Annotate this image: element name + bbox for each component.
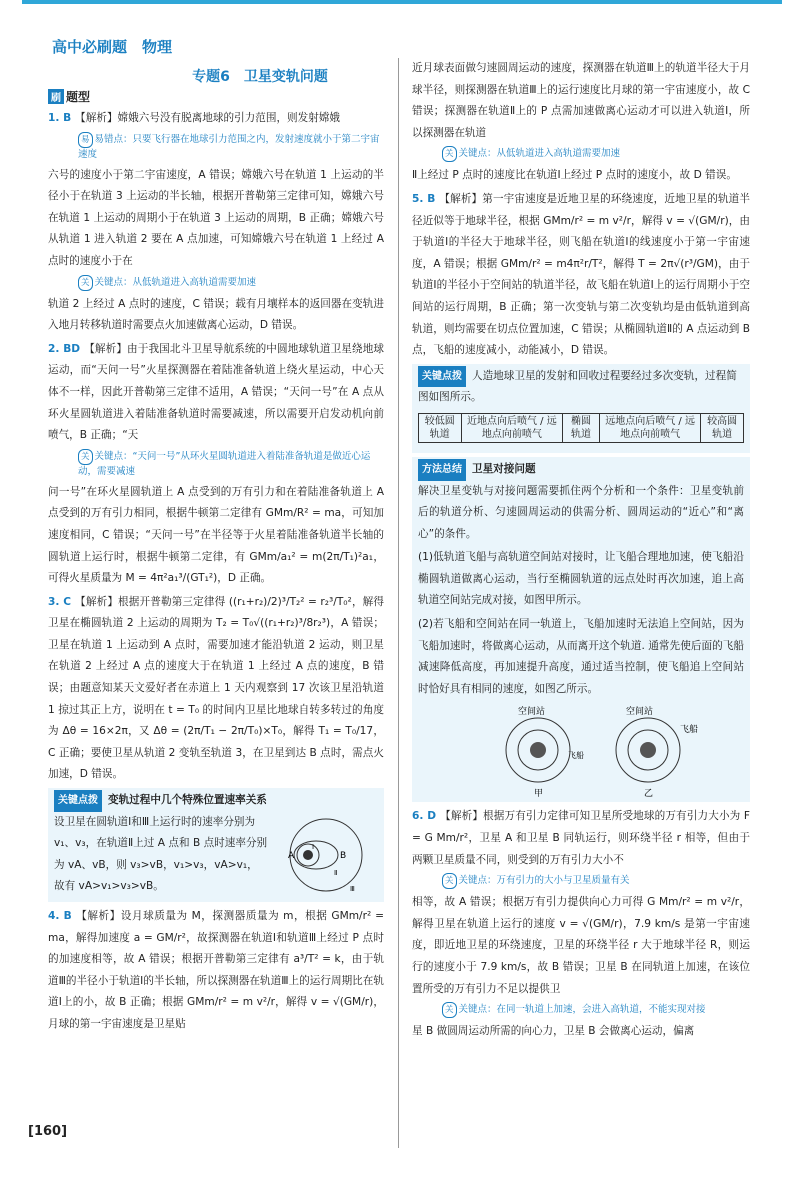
note-icon: 关 [78,449,93,465]
q1-note-text: 易错点：只要飞行器在地球引力范围之内，发射速度就小于第二宇宙速度 [78,133,380,160]
docking-figure [418,702,744,798]
note-icon: 关 [78,275,93,291]
key-point-2-label: 关键点拨 [418,366,466,388]
q5 [412,189,750,362]
q4-note [412,146,750,162]
fig-label-iii: Ⅲ [350,884,355,893]
left-column [48,108,384,1038]
q2-text2: 问一号”在环火星圆轨道上 A 点受到的万有引力和在着陆准备轨道上 A 点受到的万有引力相同，根据牛顿第二定律有 GMm/R² = ma，可知加速度相同，C 错误；“天问一号”在半径等于火星着陆准备轨道半长轴的圆轨道上运行时，根据牛顿第二定律，有 GMm/a₁² = m(2π/T₁)²a₁，可得火星质量为 M = 4π²a₁³/(GT₁²)，D 正确。 [48,485,384,585]
right-column [412,58,750,1045]
q4-cont-text1: 近月球表面做匀速圆周运动的速度，探测器在轨道Ⅲ上的轨道半径大于月球半径，则探测器在轨道Ⅲ上的运行速度比月球的第一宇宙速度小，故 C 错误；探测器在轨道Ⅱ上的 P 点需加速做离心运动才可以进入轨道Ⅰ，所以探测器在轨道 [412,62,750,139]
method-label: 方法总结 [418,459,466,481]
q2-text1: 【解析】由于我国北斗卫星导航系统的中圆地球轨道卫星绕地球运动，而“天问一号”火星探测器在着陆准备轨道上绕火星运动，中心天体不一样，因此开普勒第三定律不适用，A 错误；“天问一号”在 A 点从环火星圆轨道进入着陆准备轨道时需要减速，所以需要开启发动机向前喷气，B 正确；“天 [48,342,385,442]
q6-note2 [412,1002,750,1018]
q1-text1: 【解析】嫦娥六号没有脱离地球的引力范围，则发射嫦娥 [75,112,341,124]
topic-title: 专题6 卫星变轨问题 [192,69,328,85]
q1 [48,108,384,130]
q6 [412,806,750,871]
note-icon: 关 [442,873,457,889]
note-icon: 易 [78,132,93,148]
q5-number: 5. B [412,192,436,205]
orbit-cell: 椭圆轨道 [563,413,600,442]
q6-note [412,873,750,889]
page-number: [160] [28,1124,68,1139]
q4 [48,906,384,1036]
section-heading [48,88,90,105]
top-rule [22,0,782,4]
method-title: 卫星对接问题 [472,462,536,475]
fig-label-ii: Ⅱ [334,868,338,877]
q5-text1: 【解析】第一宇宙速度是近地卫星的环绕速度，近地卫星的轨道半径近似等于地球半径，根据 GMm/r² = m v²/r，解得 v = √(GM/r)，由于轨道Ⅰ的半径大于地球半径，则飞船在轨道Ⅰ的线速度小于第一宇宙速度，A 错误；根据 GMm/r² = m4π²r/T²，解得 T = 2π√(r³/GM)，由于轨道Ⅰ的半径小于空间站的轨道半径，故飞船在轨道Ⅰ上的运行周期小于空间站的运行周期，B 正确；第一次变轨与第二次变轨均是由低轨道到高轨道，则均需要在切点位置加速，C 错误；从椭圆轨道Ⅱ的 A 点运动到 B 点，飞船的速度减小，动能减小，D 错误。 [412,192,750,357]
key-point-2-text: 人造地球卫星的发射和回收过程要经过多次变轨，过程简图如图所示。 [418,369,737,404]
note-icon: 关 [442,146,457,162]
q3 [48,592,384,786]
q2 [48,339,384,447]
column-divider [398,58,399,1148]
orbit-cell: 较高圆轨道 [701,413,744,442]
fig-label-b: B [340,850,347,861]
q1-note [48,132,384,162]
q2-number: 2. BD [48,342,81,355]
method-text2: (1)低轨道飞船与高轨道空间站对接时，让飞船合理地加速，使飞船沿椭圆轨道做离心运动，当行至椭圆轨道的远点处时再次加速，追上高轨道空间站完成对接，如图甲所示。 [418,551,744,607]
orbit-cell: 远地点向后喷气 / 远地点向前喷气 [599,413,701,442]
q6-note2-text: 关键点：在同一轨道上加速，会进入高轨道，不能实现对接 [458,1004,706,1016]
note-icon: 关 [442,1002,457,1018]
section-mark: 刷 [48,89,64,104]
q1-text2: 六号的速度小于第二宇宙速度，A 错误；嫦娥六号在轨道 1 上运动的半径小于在轨道 3 上运动的半长轴，根据开普勒第三定律可知，嫦娥六号在轨道 1 上运动的周期小于在轨道 3 上运动的周期，B 正确；嫦娥六号从轨道 1 进入轨道 2 要在 A 点加速，可知嫦娥六号在轨道 1 上经过 A 点时的速度小于在 [48,168,384,267]
method-text1: 解决卫星变轨与对接问题需要抓住两个分析和一个条件：卫星变轨前后的轨道分析、匀速圆周运动的供需分析、圆周运动的“近心”和“离心”的条件。 [418,484,744,540]
q1-note2-text: 关键点：从低轨道进入高轨道需要加速 [94,276,257,288]
fig-ship-label-a: 飞船 [568,751,584,761]
key-point-box-1 [48,788,384,902]
q3-text1: 【解析】根据开普勒第三定律得 ((r₁+r₂)/2)³/T₂² = r₂³/T₀²，解得卫星在椭圆轨道 2 上运动的周期为 T₂ = T₀√((r₁+r₂)³/8r₂³)，A 错误；卫星在轨道 1 上运动到 A 点时，需要加速才能沿轨道 2 运动，则卫星在轨道 2 上经过 A 点的速度大于在轨道 1 上经过 A 点的速度，B 错误；由题意知某天文爱好者在赤道上 1 天内观察到 17 次该卫星沿轨道 1 掠过其正上方，说明在 t = T₀ 的时间内卫星比地球自转多转过的角度为 Δθ = 16×2π，又 Δθ = (2π/T₁ − 2π/T₀)×T₀，解得 T₁ = T₀/17，C 正确；要使卫星从轨道 2 变轨至轨道 3，在卫星到达 B 点时，需点火加速，D 错误。 [48,595,384,781]
orbit-cell: 近地点向后喷气 / 远地点向前喷气 [461,413,563,442]
method-header [418,459,744,481]
orbit-figure [268,815,378,895]
q2-note-text: 关键点：“天问一号”从环火星圆轨道进入着陆准备轨道是做近心运动，需要减速 [78,450,371,477]
key-point-body [54,812,378,898]
q6-text2: 相等，故 A 错误；根据万有引力提供向心力可得 G Mm/r² = m v²/r，解得卫星在轨道上运行的速度 v = √(GM/r)，7.9 km/s 是第一宇宙速度，即近地卫星的环绕速度，卫星的环绕半径 r 大于地球半径 R，则运行的速度小于 7.9 km/s，故 B 错误；卫星 B 在同轨道上加速，在该位置所受的万有引力不足以提供卫 [412,896,750,995]
book-title: 高中必刷题 物理 [52,38,173,56]
q4-cont-text2: Ⅱ上经过 P 点时的速度比在轨道Ⅰ上经过 P 点时的速度小，故 D 错误。 [412,169,737,182]
q6-note-text: 关键点：万有引力的大小与卫星质量有关 [458,875,630,887]
q4-text1: 【解析】设月球质量为 M，探测器质量为 m，根据 GMm/r² = ma，解得加速度 a = GM/r²，故探测器在轨道Ⅰ和轨道Ⅲ上经过 P 点时的加速度相等，故 A 错误；根据开普勒第三定律有 a³/T² = k，由于轨道Ⅲ的半径小于轨道Ⅰ的半长轴，所以探测器在轨道Ⅲ上的运行周期比在轨道Ⅰ上的小，故 B 正确；根据 GMm/r² = m v²/r，解得 v = √(GM/r)，月球的第一宇宙速度是卫星贴 [48,910,384,1030]
method-text3: (2)若飞船和空间站在同一轨道上，飞船加速时无法追上空间站，因为飞船加速时，将做离心运动，从而离开这个轨道. 通常先使后面的飞船减速降低高度，再加速提升高度，通过适当控制，使飞船追上空间站时恰好具有相同的速度，如图乙所示。 [418,618,744,695]
key-point-text: 设卫星在圆轨道Ⅰ和Ⅲ上运行时的速率分别为 v₁、v₃，在轨道Ⅱ上过 A 点和 B 点时速率分别为 vA、vB，则 v₃>vB，v₁>v₃，vA>v₁，故有 vA>v₁>v₃>vB。 [54,815,268,893]
q6-text3: 星 B 做圆周运动所需的向心力，卫星 B 会做离心运动，偏离 [412,1025,695,1038]
key-point-2-body [418,366,744,409]
q1-text3: 轨道 2 上经过 A 点时的速度，C 错误；载有月壤样本的返回器在变轨进入地月转移轨道时需要点火加速做离心运动，D 错误。 [48,297,384,332]
key-point-header [54,790,378,812]
fig-ship-label-b: 飞船 [680,725,699,736]
section-label: 题型 [66,90,91,104]
fig-caption-a: 甲 [534,789,544,799]
q1-number: 1. B [48,112,72,124]
q4-number: 4. B [48,910,72,922]
method-summary-box [412,457,750,803]
q3-number: 3. C [48,595,71,608]
q6-text1: 【解析】根据万有引力定律可知卫星所受地球的万有引力大小为 F = G Mm/r²，卫星 A 和卫星 B 同轨运行，则环绕半径 r 相等，但由于两颗卫星质量不同，则受到的万有引力大小不 [412,810,750,866]
fig-caption-b: 乙 [644,789,654,799]
q4-note-text: 关键点：从低轨道进入高轨道需要加速 [458,148,621,160]
fig-station-label-b: 空间站 [626,707,654,718]
q2-note [48,449,384,479]
fig-label-a: A [288,850,295,861]
orbit-transfer-table [418,413,744,443]
key-point-title: 变轨过程中几个特殊位置速率关系 [108,794,267,807]
fig-station-label-a: 空间站 [518,707,546,718]
q1-note2 [48,275,384,291]
key-point-label: 关键点拨 [54,790,102,812]
q6-number: 6. D [412,810,437,823]
key-point-box-2 [412,364,750,453]
orbit-cell: 较低圆轨道 [419,413,462,442]
fig-label-i: Ⅰ [312,842,315,851]
